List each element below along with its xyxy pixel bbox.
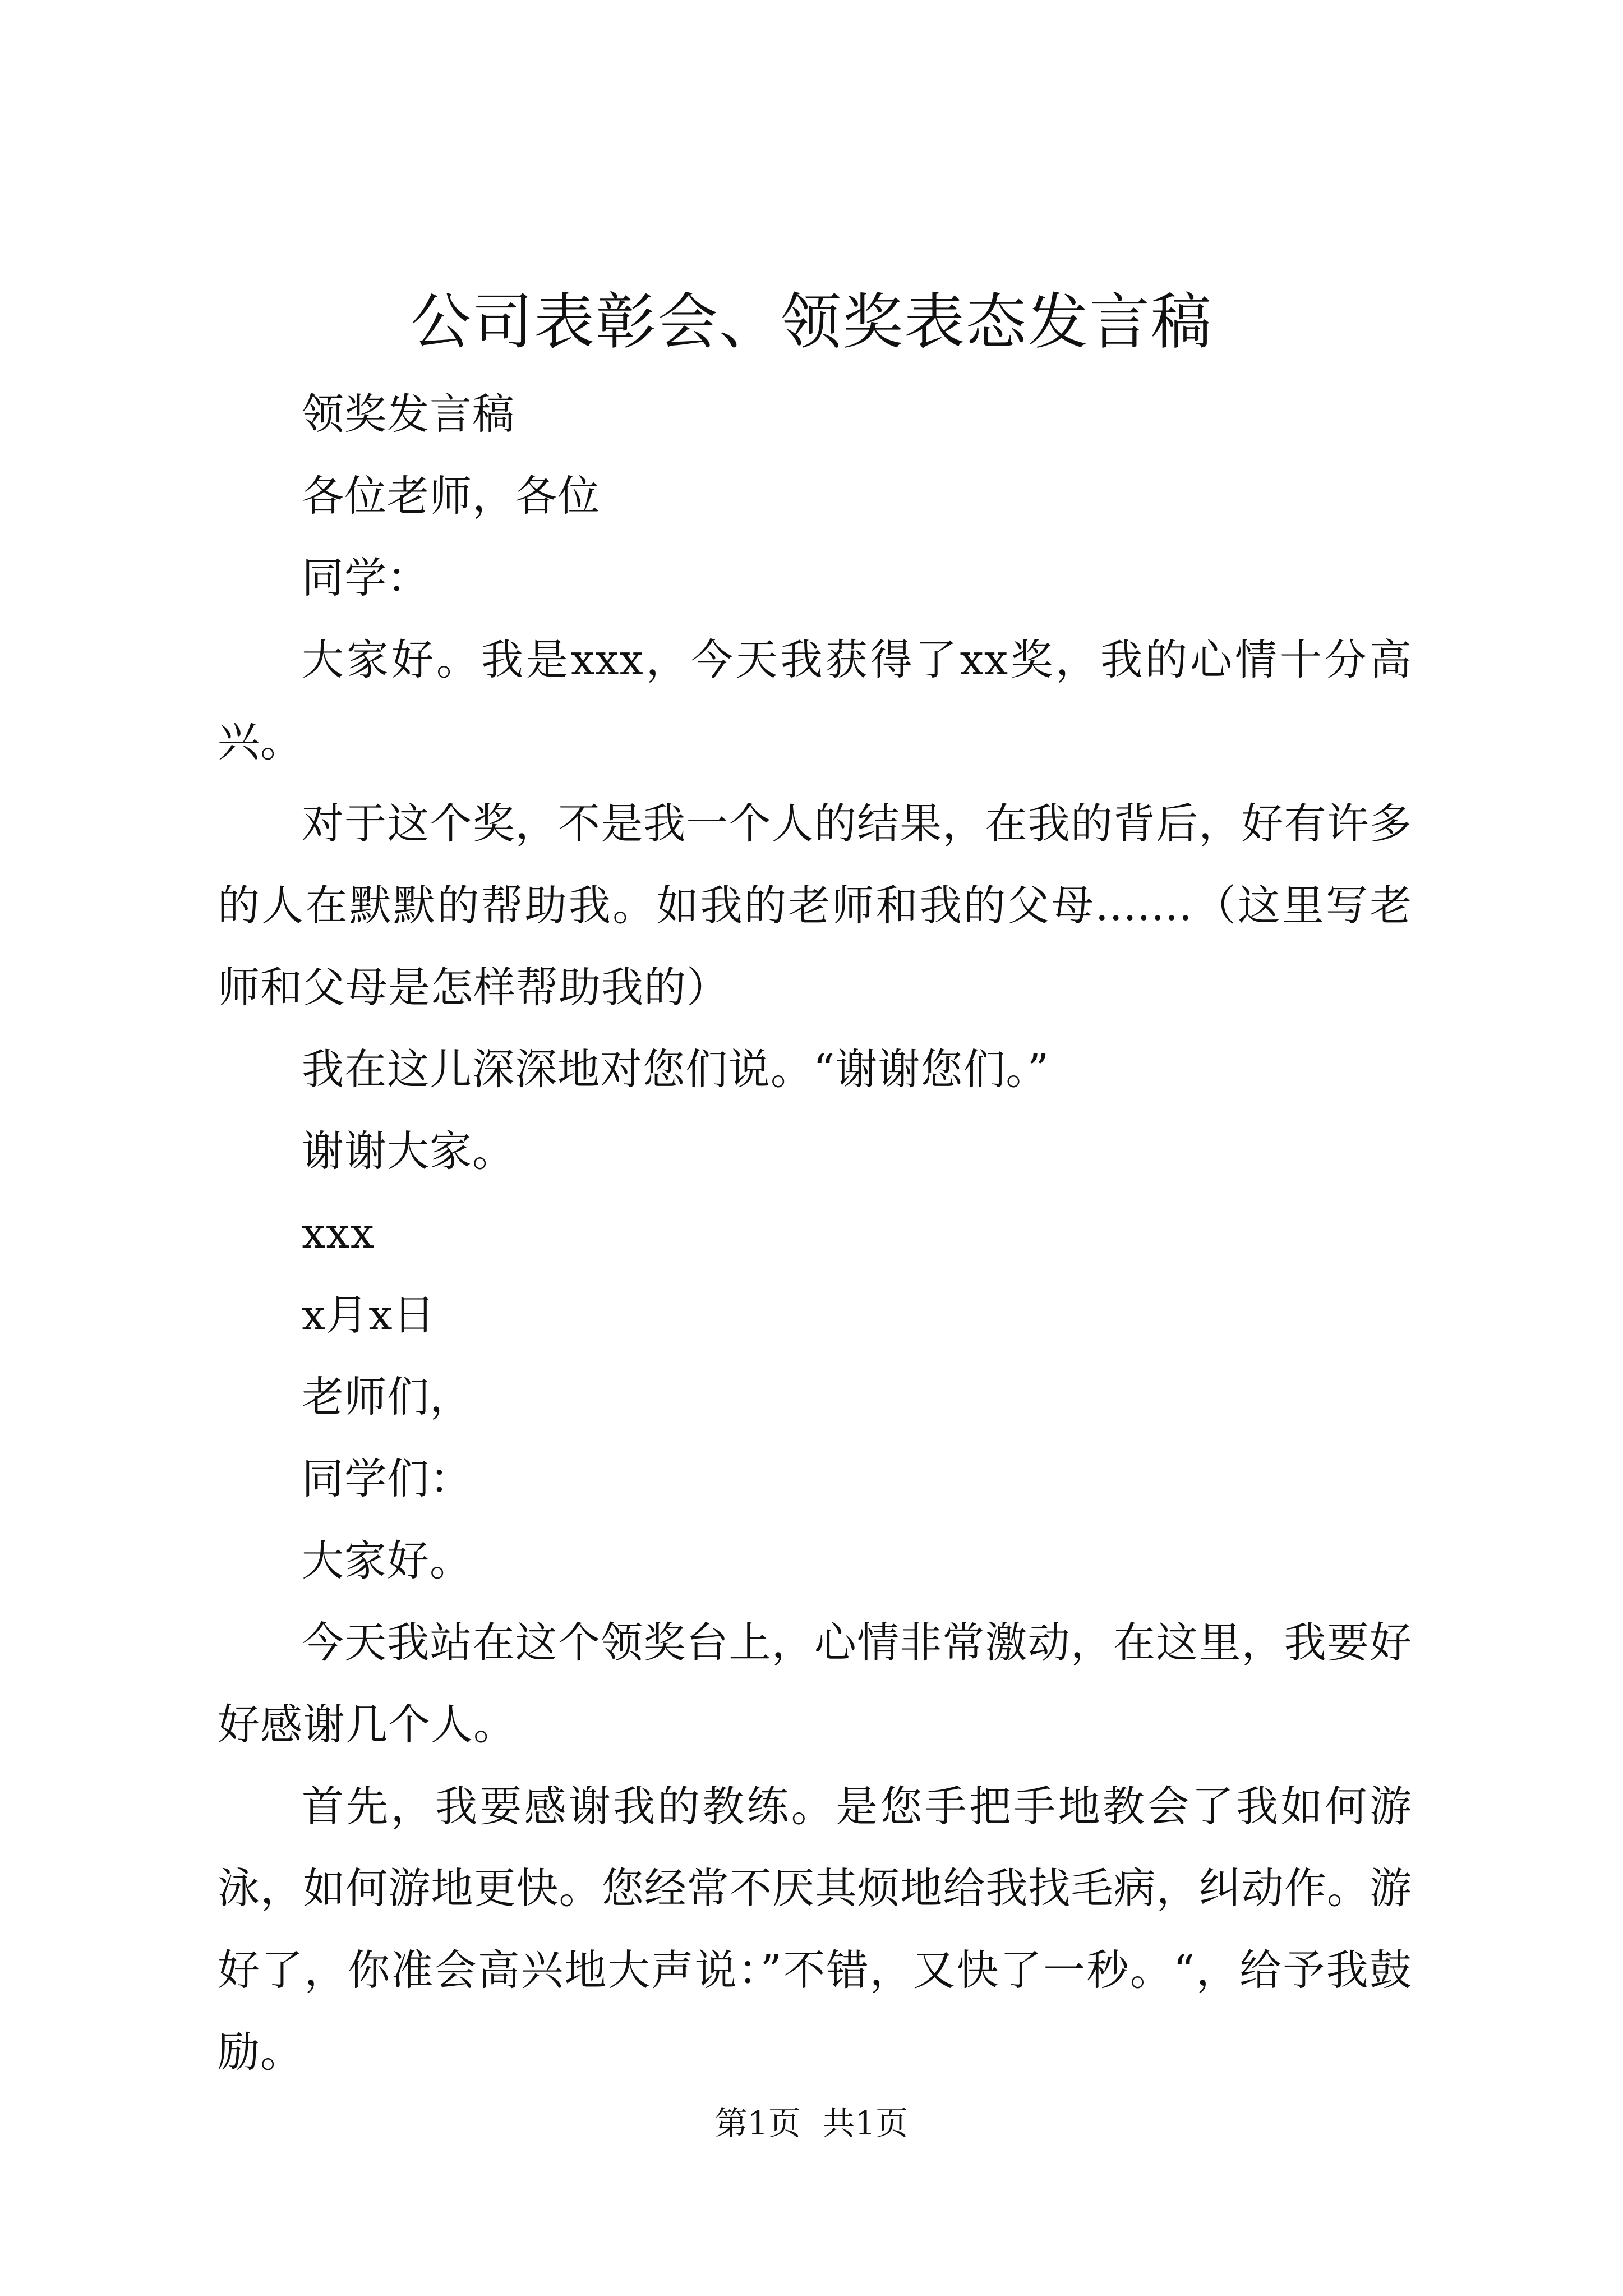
paragraph: 今天我站在这个领奖台上，心情非常激动，在这里，我要好好感谢几个人。 [218,1618,1412,1749]
paragraph: 大家好。我是xxx，今天我获得了xx奖，我的心情十分高兴。 [218,635,1412,766]
page-number: 第1页 [714,2104,801,2142]
paragraph: x月x日 [302,1290,436,1340]
paragraph: 同学们： [302,1454,473,1503]
document-body [218,373,1412,2093]
paragraph: 对于这个奖，不是我一个人的结果，在我的背后，好有许多的人在默默的帮助我。如我的老师和我的父母.......（这里写老师和父母是怎样帮助我的） [218,799,1412,1012]
document-title: 公司表彰会、领奖表态发言稿 [410,287,1212,357]
page-total: 共1页 [822,2104,909,2142]
page-footer [0,2101,1623,2146]
paragraph: 同学： [302,553,430,602]
paragraph: 大家好。 [302,1536,473,1585]
paragraph: 领奖发言稿 [302,389,515,439]
paragraph: 谢谢大家。 [302,1126,515,1176]
paragraph: 我在这儿深深地对您们说。“谢谢您们。” [302,1045,1050,1094]
paragraph: 老师们， [302,1372,473,1421]
paragraph: xxx [302,1208,375,1258]
paragraph: 首先，我要感谢我的教练。是您手把手地教会了我如何游泳，如何游地更快。您经常不厌其烦地给我找毛病，纠动作。游好了，你准会高兴地大声说：”不错，又快了一秒。“，给予我鼓励。 [218,1782,1412,2077]
paragraph: 各位老师，各位 [302,471,601,521]
